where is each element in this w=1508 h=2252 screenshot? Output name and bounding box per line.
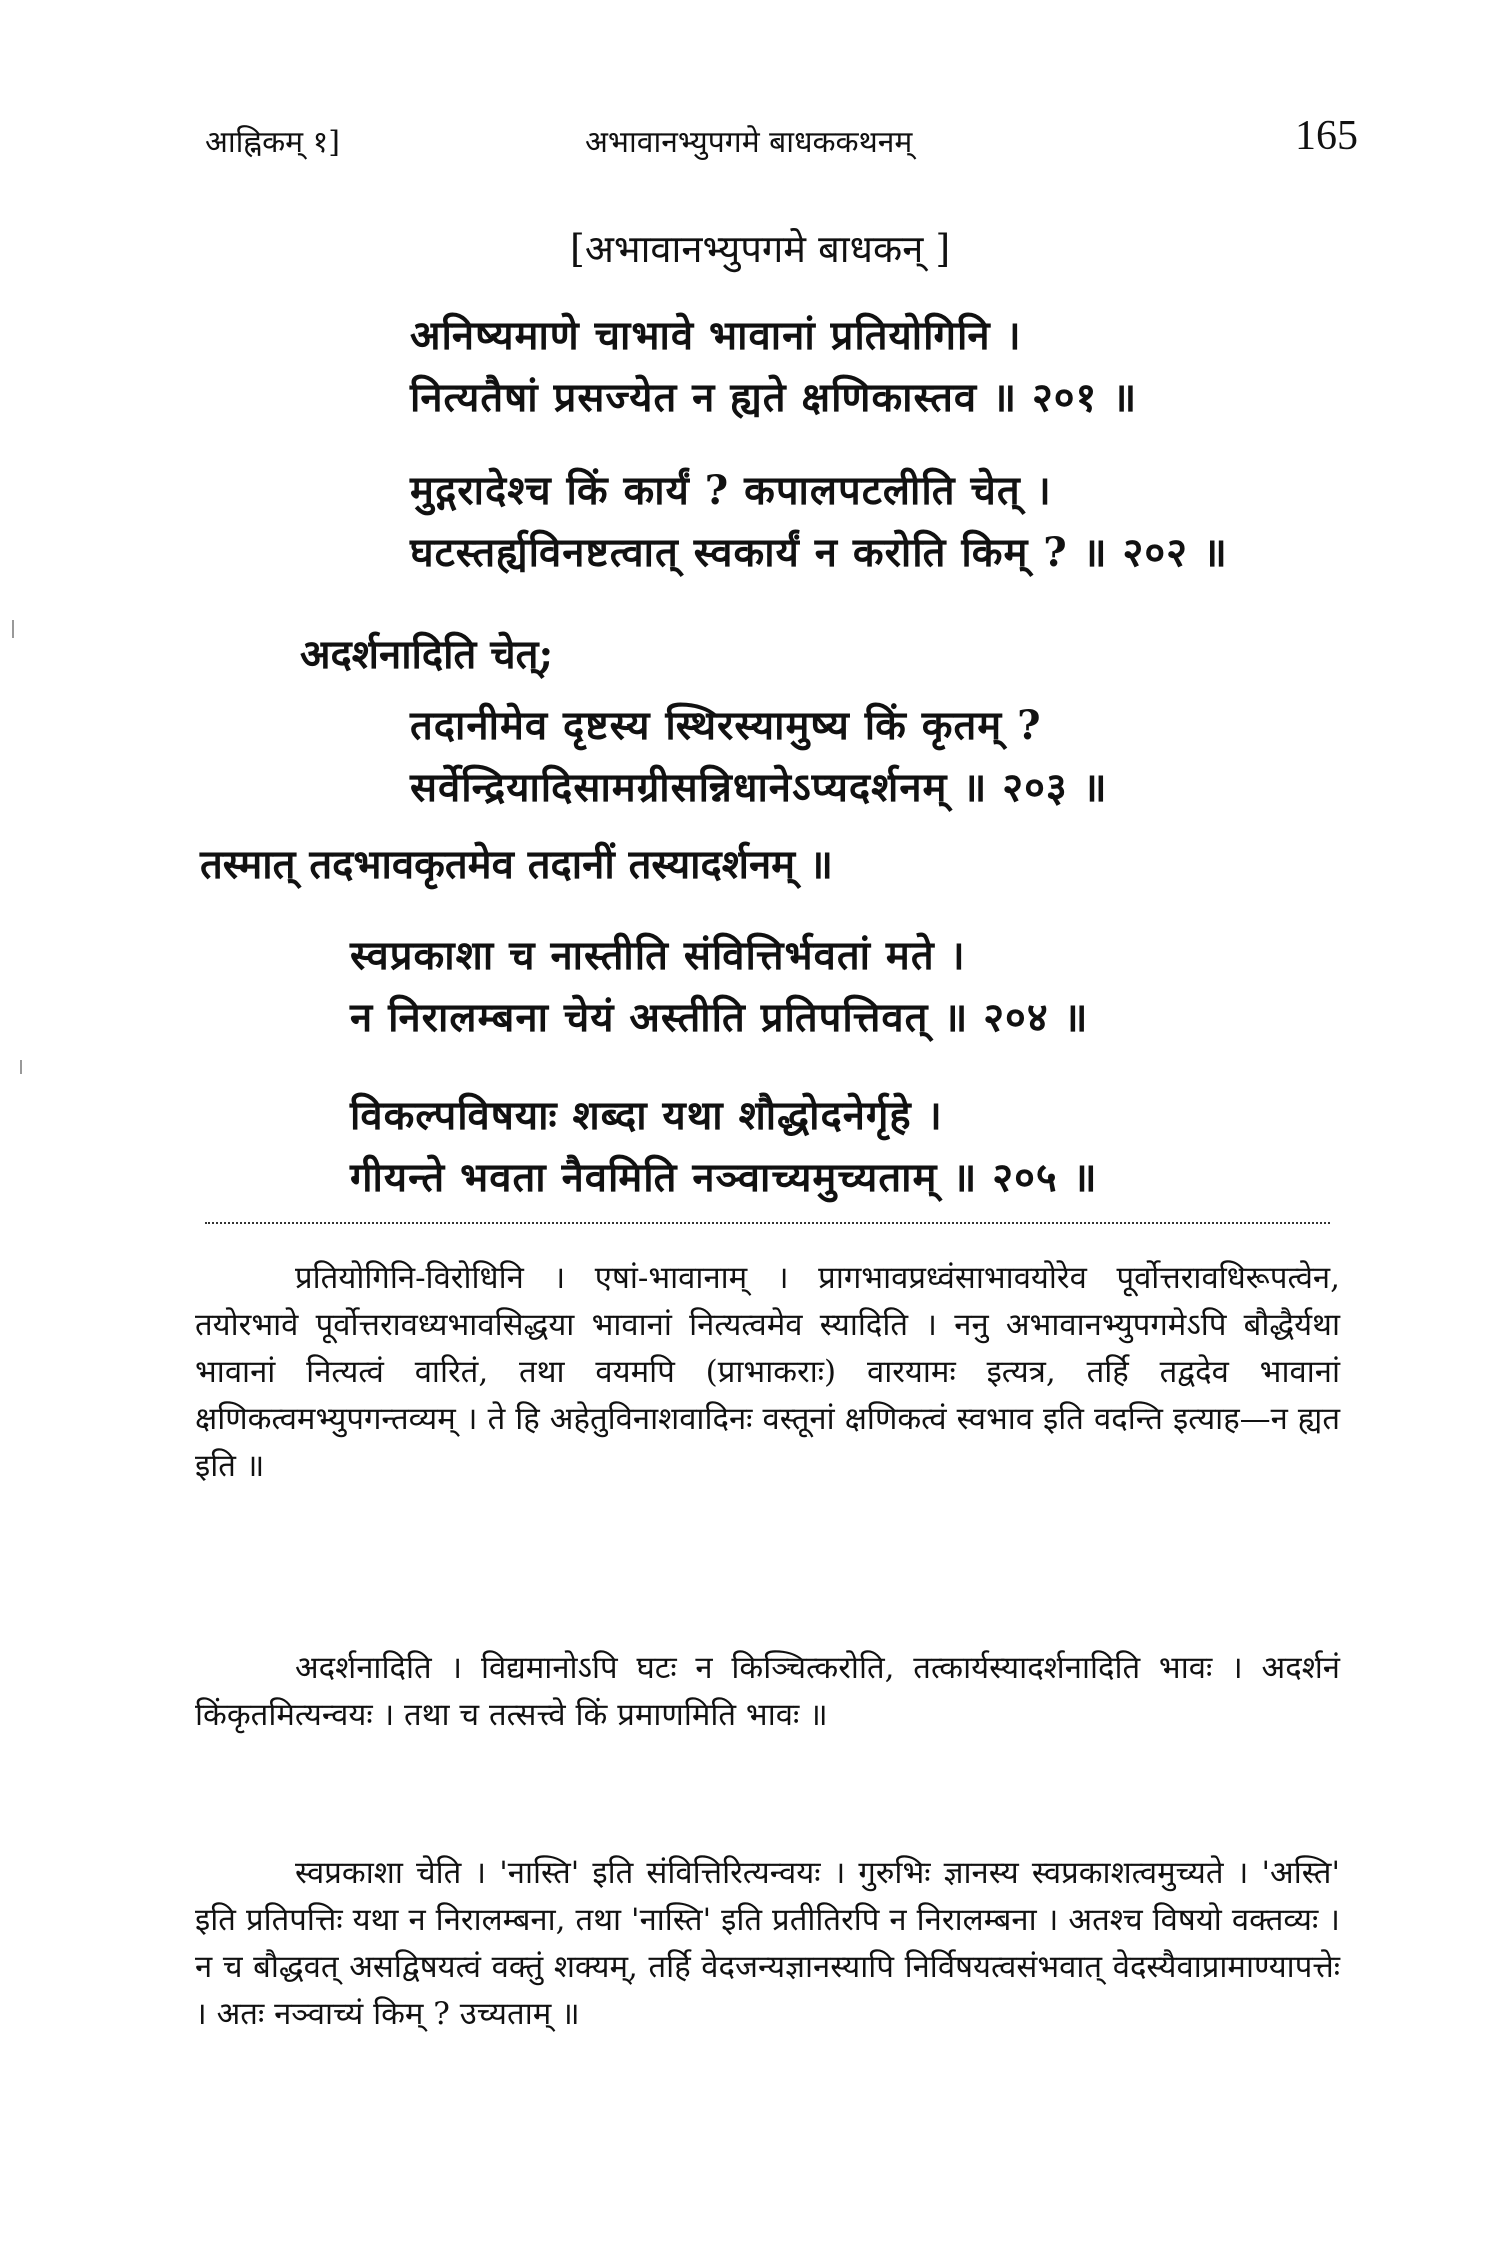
running-header-left: आह्निकम् १] — [205, 125, 340, 160]
commentary-text: प्रतियोगिनि-विरोधिनि । एषां-भावानाम् । प्रागभावप्रध्वंसाभावयोरेव पूर्वोत्तरावधिरूपत्वेन, तयोरभावे पूर्वोत्तरावध्यभावसिद्धया भावानां नित्यत्वमेव स्यादिति । ननु अभावानभ्युपगमेऽपि बौद्धैर्यथा भावानां नित्यत्वं वारितं, तथा वयमपि (प्राभाकराः) वारयामः इत्यत्र, तर्हि तद्वदेव भावानां क्षणिकत्वमभ्युपगन्तव्यम् । ते हि अहेतुविनाशवादिनः वस्तूनां क्षणिकत्वं स्वभाव इति वदन्ति इत्याह—न ह्यत इति ॥ — [195, 1260, 1340, 1484]
scan-mark — [20, 1060, 22, 1074]
verse-202 — [410, 460, 1228, 584]
verse-line: गीयन्ते भवता नैवमिति नञ्वाच्यमुच्यताम् ॥ २०५ ॥ — [350, 1154, 1098, 1201]
divider — [205, 1222, 1330, 1232]
page-number: 165 — [1295, 113, 1358, 159]
prose-line: तस्मात् तदभावकृतमेव तदानीं तस्यादर्शनम् ॥ — [200, 841, 833, 888]
commentary-paragraph — [195, 1850, 1340, 2038]
verse-line: स्वप्रकाशा च नास्तीति संवित्तिर्भवतां मते । — [350, 932, 966, 979]
prose-line: अदर्शनादिति चेत्; — [300, 631, 554, 678]
verse-line: सर्वेन्द्रियादिसामग्रीसन्निधानेऽप्यदर्शनम् ॥ २०३ ॥ — [410, 764, 1108, 811]
verse-line: न निरालम्बना चेयं अस्तीति प्रतिपत्तिवत् ॥ २०४ ॥ — [350, 994, 1089, 1041]
verse-line: मुद्गरादेश्च किं कार्यं ? कपालपटलीति चेत् । — [410, 467, 1052, 514]
verse-line: विकल्पविषयाः शब्दा यथा शौद्धोदनेर्गृहे । — [350, 1092, 943, 1139]
verse-line: नित्यतैषां प्रसज्येत न ह्यते क्षणिकास्तव ॥ २०१ ॥ — [410, 374, 1138, 421]
verse-205 — [350, 1085, 1098, 1209]
commentary-paragraph — [195, 1645, 1340, 1739]
commentary-text: अदर्शनादिति । विद्यमानोऽपि घटः न किञ्चित्करोति, तत्कार्यस्यादर्शनादिति भावः । अदर्शनं किंकृतमित्यन्वयः । तथा च तत्सत्त्वे किं प्रमाणमिति भावः ॥ — [195, 1650, 1340, 1733]
commentary-paragraph — [195, 1255, 1340, 1490]
verse-204 — [350, 925, 1089, 1049]
section-title: [अभावानभ्युपगमे बाधकन् ] — [570, 227, 951, 271]
verse-203 — [410, 695, 1108, 819]
commentary-text: स्वप्रकाशा चेति । 'नास्ति' इति संवित्तिरित्यन्वयः । गुरुभिः ज्ञानस्य स्वप्रकाशत्वमुच्यते । 'अस्ति' इति प्रतिपत्तिः यथा न निरालम्बना, तथा 'नास्ति' इति प्रतीतिरपि न निरालम्बना । अतश्च विषयो वक्तव्यः । न च बौद्धवत् असद्विषयत्वं वक्तुं शक्यम्, तर्हि वेदजन्यज्ञानस्यापि निर्विषयत्वसंभवात् वेदस्यैवाप्रामाण्यापत्तेः । अतः नञ्वाच्यं किम् ? उच्यताम् ॥ — [195, 1855, 1340, 2032]
verse-line: घटस्तर्ह्यविनष्टत्वात् स्वकार्यं न करोति किम् ? ॥ २०२ ॥ — [410, 529, 1228, 576]
verse-201 — [410, 305, 1137, 429]
scan-mark — [12, 620, 14, 638]
verse-line: तदानीमेव दृष्टस्य स्थिरस्यामुष्य किं कृतम् ? — [410, 702, 1042, 749]
verse-line: अनिष्यमाणे चाभावे भावानां प्रतियोगिनि । — [410, 312, 1022, 359]
running-header-title: अभावानभ्युपगमे बाधककथनम् — [585, 125, 913, 160]
